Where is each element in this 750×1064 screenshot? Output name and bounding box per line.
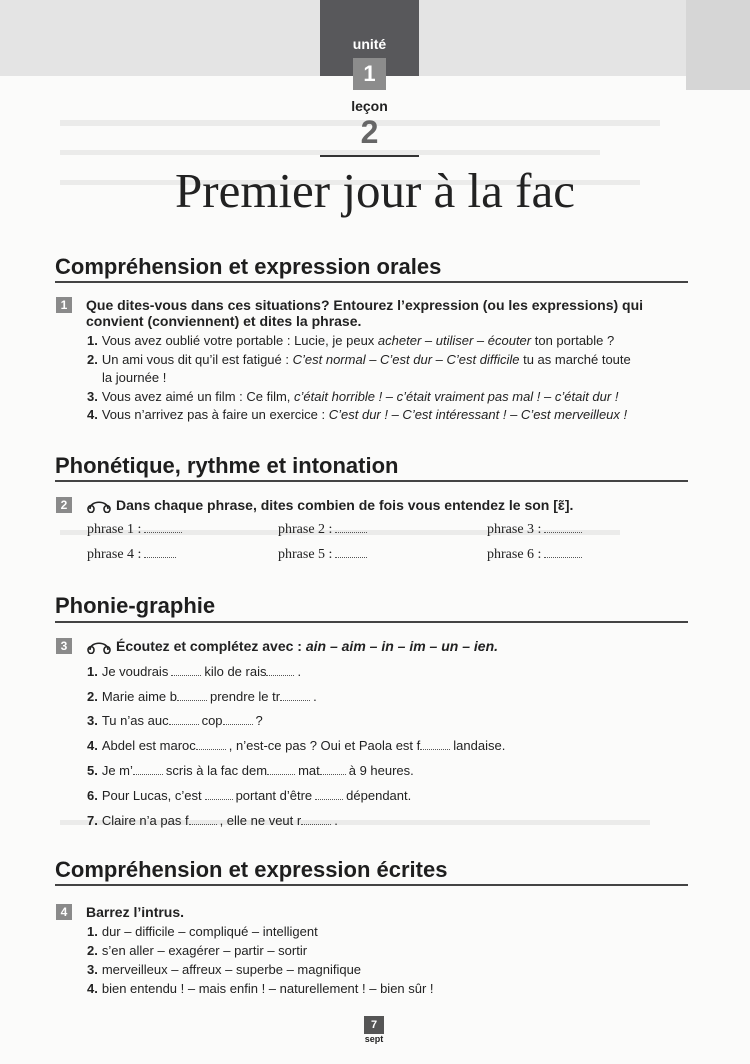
lesson-divider xyxy=(320,155,419,157)
item-text: . xyxy=(313,689,317,704)
phrase-answer xyxy=(87,547,179,563)
lesson-number: 2 xyxy=(360,114,379,150)
item-number: 3. xyxy=(87,962,98,977)
item-continuation: la journée ! xyxy=(102,370,167,385)
item-text: Je voudrais xyxy=(101,664,169,679)
item-text: dur – difficile – compliqué – intelligent xyxy=(101,924,318,939)
list-item xyxy=(87,760,414,782)
blank-line[interactable] xyxy=(335,547,367,558)
item-options: acheter – utiliser – écouter xyxy=(377,333,532,348)
section-title-written: Compréhension et expression écrites xyxy=(55,857,448,882)
item-text: . xyxy=(334,813,338,828)
item-number: 3. xyxy=(87,713,98,728)
section-divider xyxy=(55,884,688,886)
item-text: . xyxy=(297,664,302,679)
blank-line[interactable] xyxy=(267,764,295,775)
item-text: portant d’être xyxy=(235,788,313,803)
item-options: c’était horrible ! – c’était vraiment pas mal ! – c’était dur ! xyxy=(294,389,619,404)
section-title-oral: Compréhension et expression orales xyxy=(55,254,442,279)
item-text: Tu n’as auc xyxy=(101,713,169,728)
exercise-number-badge: 1 xyxy=(56,297,72,313)
exercise-4-instruction: Barrez l’intrus. xyxy=(86,904,185,920)
bleed-through-text xyxy=(60,120,680,960)
item-text: Je m’ xyxy=(101,763,133,778)
list-item xyxy=(87,810,338,832)
blank-line[interactable] xyxy=(133,764,163,775)
instruction-line: Que dites-vous dans ces situations? Entourez l’expression (ou les expressions) qui xyxy=(86,297,644,313)
item-number: 3. xyxy=(87,389,98,404)
blank-line[interactable] xyxy=(196,739,226,750)
item-text: à 9 heures. xyxy=(348,763,414,778)
blank-line[interactable] xyxy=(266,665,294,676)
item-text: Marie aime b xyxy=(101,689,177,704)
phrase-answer xyxy=(278,522,370,538)
instruction-options: ain – aim – in – im – un – ien. xyxy=(305,638,499,654)
phrase-answer xyxy=(487,522,585,538)
instruction-text: Dans chaque phrase, dites combien de fois vous entendez le son [ɛ̃]. xyxy=(116,497,574,513)
list-item xyxy=(87,710,263,732)
blank-line[interactable] xyxy=(320,764,346,775)
item-text: Vous avez oublié votre portable : Lucie, je peux xyxy=(101,333,378,348)
section-divider xyxy=(55,621,688,623)
item-text: mat xyxy=(298,763,320,778)
section-title-phonie-graphie: Phonie-graphie xyxy=(55,593,216,618)
blank-line[interactable] xyxy=(169,714,199,725)
blank-line[interactable] xyxy=(301,814,331,825)
list-item xyxy=(87,350,631,369)
item-options: C’est normal – C’est dur – C’est difficile xyxy=(292,352,520,367)
item-text: Vous avez aimé un film : Ce film, xyxy=(101,389,295,404)
item-tail: tu as marché toute xyxy=(519,352,631,367)
blank-line[interactable] xyxy=(335,522,367,533)
item-number: 5. xyxy=(87,763,98,778)
phrase-answer xyxy=(87,522,185,538)
exercise-3-instruction xyxy=(86,638,498,654)
exercise-number-badge: 4 xyxy=(56,904,72,920)
list-item xyxy=(87,735,505,757)
item-text: , n’est-ce pas ? Oui et Paola est f xyxy=(228,738,421,753)
exercise-number-badge: 3 xyxy=(56,638,72,654)
phrase-label: phrase 5 : xyxy=(278,547,333,562)
item-number: 2. xyxy=(87,943,98,958)
item-text: Pour Lucas, c’est xyxy=(101,788,202,803)
item-number: 4. xyxy=(87,738,98,753)
blank-line[interactable] xyxy=(171,665,201,676)
phrase-answer xyxy=(487,547,585,563)
blank-line[interactable] xyxy=(205,789,233,800)
item-number: 7. xyxy=(87,813,98,828)
exercise-2-instruction xyxy=(86,497,573,513)
item-number: 2. xyxy=(87,352,98,367)
item-number: 1. xyxy=(87,664,98,679)
blank-line[interactable] xyxy=(544,522,582,533)
headphones-icon xyxy=(86,499,112,513)
exercise-number-badge: 2 xyxy=(56,497,72,513)
exercise-1-instruction xyxy=(86,297,643,329)
blank-line[interactable] xyxy=(315,789,343,800)
list-item xyxy=(87,686,317,708)
list-item xyxy=(87,785,411,807)
item-tail: ton portable ? xyxy=(531,333,615,348)
blank-line[interactable] xyxy=(177,690,207,701)
item-text: bien entendu ! – mais enfin ! – naturellement ! – bien sûr ! xyxy=(101,981,434,996)
phrase-answer xyxy=(278,547,370,563)
item-number: 4. xyxy=(87,981,98,996)
phrase-label: phrase 3 : xyxy=(487,522,542,537)
item-number: 1. xyxy=(87,333,98,348)
item-text: , elle ne veut r xyxy=(219,813,302,828)
instruction-text: Écoutez et complétez avec : xyxy=(116,638,306,654)
phrase-label: phrase 1 : xyxy=(87,522,142,537)
unit-tab xyxy=(320,0,419,86)
item-text: Abdel est maroc xyxy=(101,738,196,753)
blank-line[interactable] xyxy=(144,547,176,558)
item-text: landaise. xyxy=(453,738,506,753)
unit-label: unité xyxy=(352,36,387,52)
item-text: ? xyxy=(255,713,263,728)
blank-line[interactable] xyxy=(189,814,217,825)
instruction-line: convient (conviennent) et dites la phrase. xyxy=(86,313,362,329)
lesson-label: leçon xyxy=(351,98,388,114)
item-text: s’en aller – exagérer – partir – sortir xyxy=(101,943,308,958)
item-text: scris à la fac dem xyxy=(165,763,268,778)
page-title: Premier jour à la fac xyxy=(175,163,575,218)
item-number: 2. xyxy=(87,689,98,704)
section-title-phonetics: Phonétique, rythme et intonation xyxy=(55,453,399,478)
item-text: cop xyxy=(201,713,223,728)
item-text: Vous n’arrivez pas à faire un exercice : xyxy=(101,407,329,422)
blank-line[interactable] xyxy=(144,522,182,533)
list-item xyxy=(87,922,318,941)
item-text: prendre le tr xyxy=(209,689,281,704)
list-item xyxy=(87,331,614,350)
list-item xyxy=(87,387,618,406)
item-text: kilo de rais xyxy=(204,664,267,679)
list-item xyxy=(87,661,301,683)
item-text: Claire n’a pas f xyxy=(101,813,189,828)
item-number: 6. xyxy=(87,788,98,803)
phrase-label: phrase 2 : xyxy=(278,522,333,537)
list-item xyxy=(87,960,361,979)
page-number-badge: 7 xyxy=(364,1016,384,1034)
bleed-through-tab xyxy=(686,0,750,90)
blank-line[interactable] xyxy=(280,690,310,701)
item-text: Un ami vous dit qu’il est fatigué : xyxy=(101,352,293,367)
unit-number: 1 xyxy=(353,58,386,90)
section-divider xyxy=(55,480,688,482)
item-number: 1. xyxy=(87,924,98,939)
headphones-icon xyxy=(86,640,112,654)
list-item xyxy=(87,405,627,424)
item-options: C’est dur ! – C’est intéressant ! – C’est merveilleux ! xyxy=(328,407,628,422)
phrase-label: phrase 4 : xyxy=(87,547,142,562)
page-number-word: sept xyxy=(364,1034,384,1044)
item-text: merveilleux – affreux – superbe – magnifique xyxy=(101,962,362,977)
blank-line[interactable] xyxy=(544,547,582,558)
item-number: 4. xyxy=(87,407,98,422)
phrase-label: phrase 6 : xyxy=(487,547,542,562)
list-item xyxy=(87,941,307,960)
section-divider xyxy=(55,281,688,283)
blank-line[interactable] xyxy=(223,714,253,725)
item-text: dépendant. xyxy=(346,788,412,803)
list-item xyxy=(87,979,434,998)
blank-line[interactable] xyxy=(420,739,450,750)
